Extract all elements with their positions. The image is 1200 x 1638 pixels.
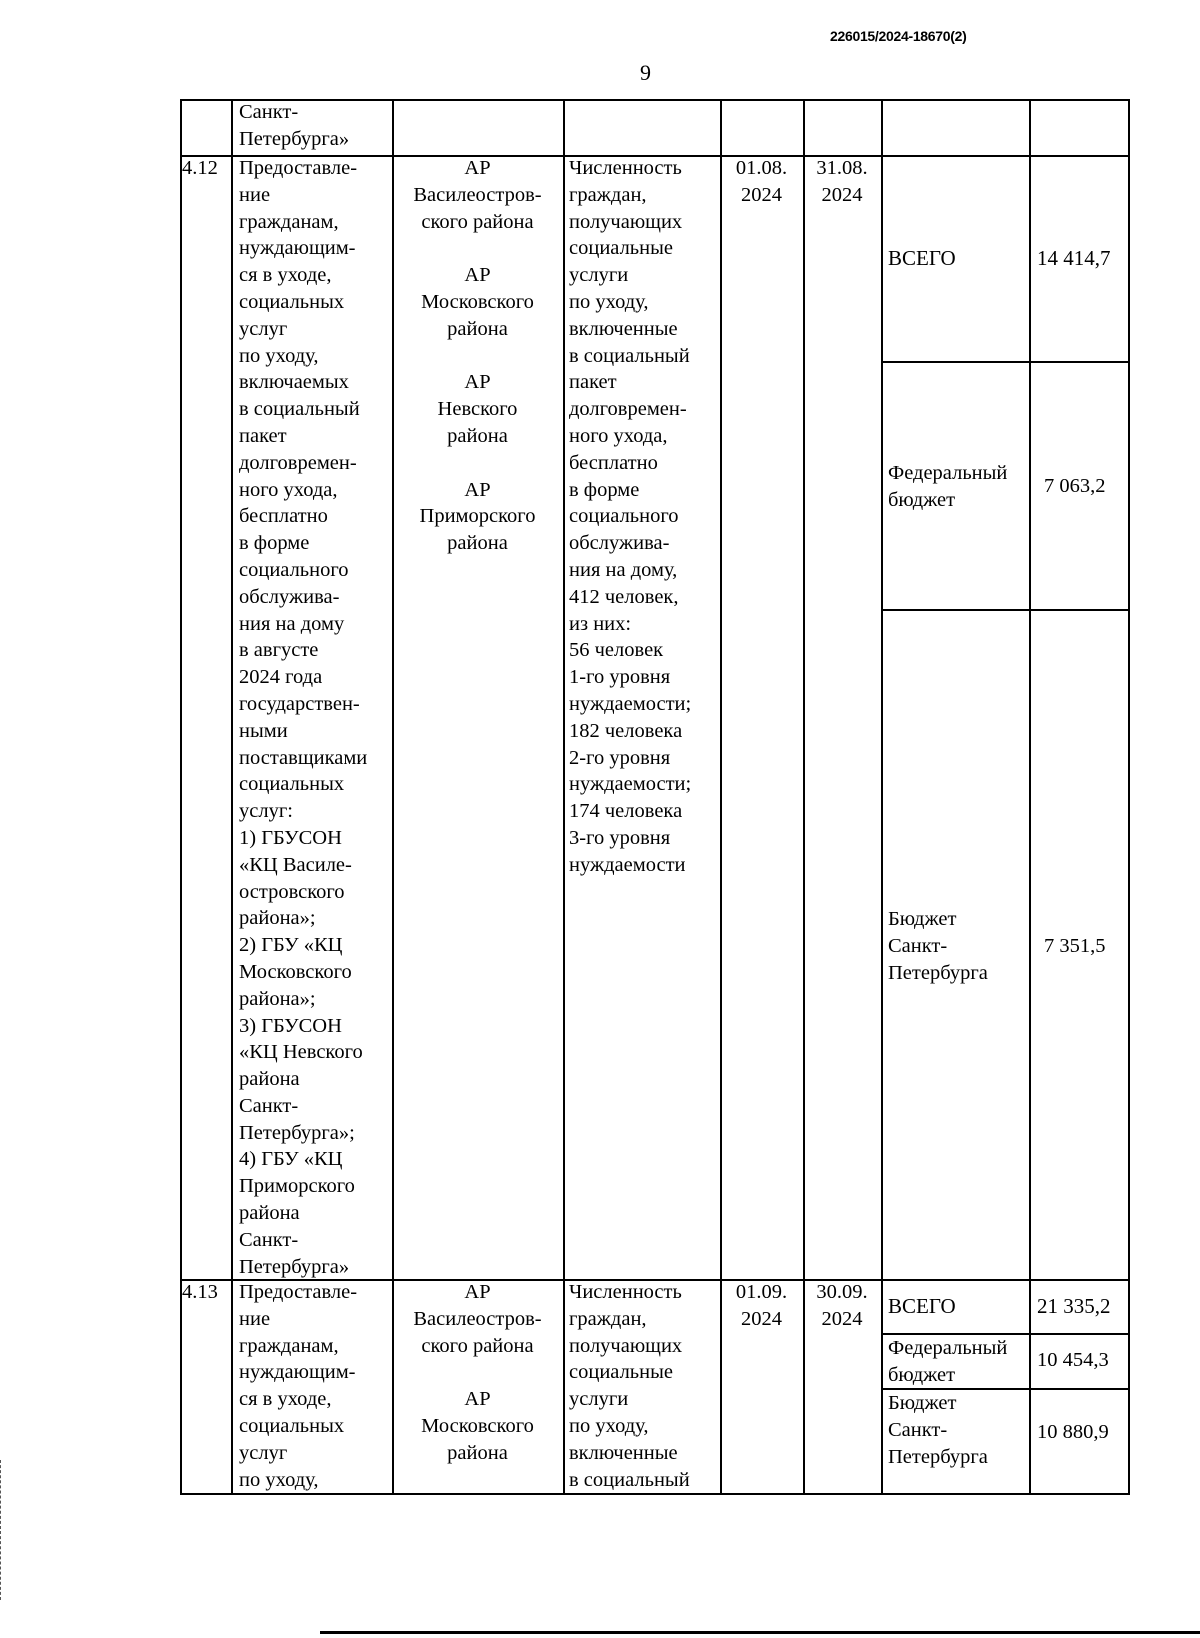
column-divider xyxy=(231,99,233,1495)
scan-margin-marks xyxy=(0,1460,4,1600)
funding-amount: 7 351,5 xyxy=(1044,935,1106,957)
funding-source: Федеральный бюджет xyxy=(888,1337,1008,1386)
table-border-right xyxy=(1128,99,1130,1495)
funding-divider xyxy=(881,609,1130,611)
end-date: 30.09. 2024 xyxy=(816,1281,868,1330)
document-number: 226015/2024-18670(2) xyxy=(830,28,967,44)
name-continuation: Санкт- Петербурга» xyxy=(239,101,350,150)
page-number: 9 xyxy=(640,60,651,85)
plan-table xyxy=(180,99,1130,1495)
funding-source: ВСЕГО xyxy=(888,246,956,270)
funding-source: Федеральный бюджет xyxy=(888,462,1008,511)
start-date: 01.09. 2024 xyxy=(735,1281,788,1330)
funding-source: Бюджет Санкт- Петербурга xyxy=(888,908,988,984)
column-divider xyxy=(563,99,565,1495)
funding-amount: 7 063,2 xyxy=(1044,475,1106,497)
indicator: Численность граждан, получающих социальные услуги по уходу, включенные в социальный xyxy=(569,1281,690,1491)
column-divider xyxy=(881,99,883,1495)
funding-amount: 10 880,9 xyxy=(1037,1421,1109,1443)
funding-source: ВСЕГО xyxy=(888,1294,956,1318)
scan-edge-line xyxy=(320,1631,1200,1634)
funding-divider xyxy=(881,361,1130,363)
row-number: 4.13 xyxy=(182,1281,218,1303)
measure-name: Предоставле- ние гражданам, нуждающим- ся в уходе, социальных услуг по уходу, включаемых в социальный пакет долговремен- ного ухода, бесплатно в форме социального обслужива- ния на дому в августе 2024 года государствен- ными поставщиками социальных услуг: 1) ГБУСОН «КЦ Василе- островского района»; 2) ГБУ «КЦ Московского района»; 3) ГБУСОН «КЦ Невского района Санкт- Петербурга»; 4) ГБУ «КЦ Приморского района Санкт- Петербурга» xyxy=(239,157,368,1278)
executor: АР Василеостров- ского района АР Московского района АР Невского района АР Приморского района xyxy=(413,157,542,555)
column-divider xyxy=(1029,99,1031,1495)
measure-name: Предоставле- ние гражданам, нуждающим- ся в уходе, социальных услуг по уходу, xyxy=(239,1281,358,1491)
start-date: 01.08. 2024 xyxy=(735,157,788,206)
end-date: 31.08. 2024 xyxy=(816,157,868,206)
funding-amount: 21 335,2 xyxy=(1037,1294,1111,1318)
row-number: 4.12 xyxy=(182,157,218,179)
funding-source: Бюджет Санкт- Петербурга xyxy=(888,1392,988,1468)
funding-amount: 10 454,3 xyxy=(1037,1349,1109,1371)
funding-amount: 14 414,7 xyxy=(1037,246,1111,270)
executor: АР Василеостров- ского района АР Московского района xyxy=(413,1281,542,1464)
indicator: Численность граждан, получающих социальные услуги по уходу, включенные в социальный пакет долговремен- ного ухода, бесплатно в форме социального обслужива- ния на дому, 412 человек, из них: 56 человек 1-го уровня нуждаемости; 182 человека 2-го уровня нуждаемости; 174 человека 3-го уровня нуждаемости xyxy=(569,157,692,876)
